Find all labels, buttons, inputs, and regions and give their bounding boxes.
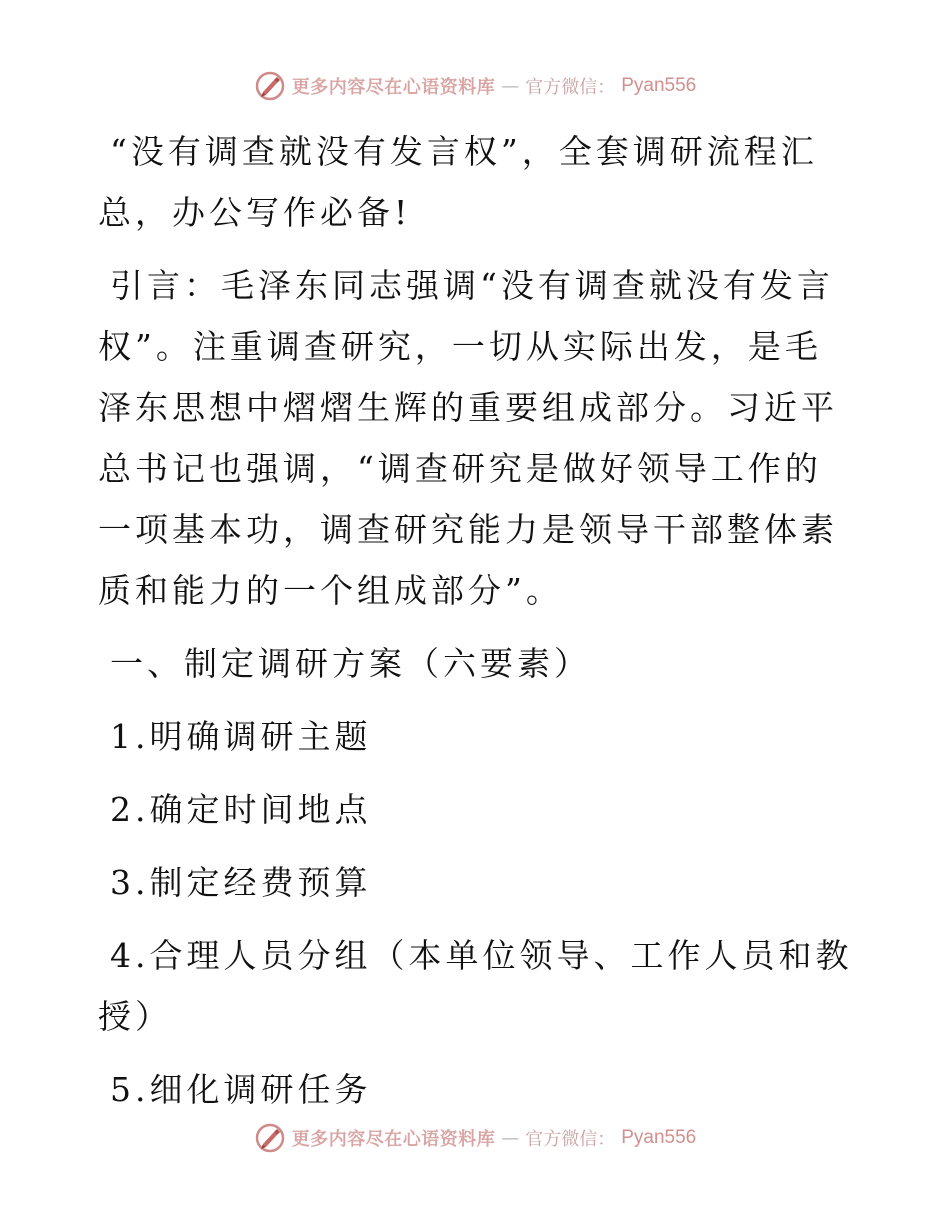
watermark-main-text: 更多内容尽在心语资料库	[291, 77, 496, 98]
list-item-text: 5.细化调研任务	[110, 1070, 372, 1109]
watermark-footer	[0, 1122, 950, 1154]
watermark-header	[0, 70, 950, 102]
list-item	[98, 852, 858, 913]
watermark-separator: —	[501, 1127, 520, 1149]
list-item-text: 1.明确调研主题	[110, 717, 372, 756]
document-body	[98, 121, 858, 1132]
list-item-text: 2.确定时间地点	[110, 790, 372, 829]
intro-paragraph	[98, 255, 858, 621]
list-item-text: 3.制定经费预算	[110, 863, 372, 902]
watermark-wechat-label: 官方微信：	[525, 77, 616, 98]
intro-paragraph-text: 引言：毛泽东同志强调“没有调查就没有发言权”。注重调查研究，一切从实际出发，是毛泽东思想中熠熠生辉的重要组成部分。习近平总书记也强调，“调查研究是做好领导工作的一项基本功，调查研究能力是领导干部整体素质和能力的一个组成部分”。	[98, 266, 838, 610]
list-item	[98, 1059, 858, 1120]
watermark-wechat-id: Pyan556	[621, 75, 697, 96]
watermark-separator: —	[501, 75, 520, 97]
list-item	[98, 706, 858, 767]
list-item	[98, 779, 858, 840]
list-item	[98, 925, 858, 1047]
watermark-wechat-label: 官方微信：	[525, 1129, 616, 1150]
watermark-main-text: 更多内容尽在心语资料库	[291, 1129, 496, 1150]
section-heading	[98, 633, 858, 694]
pen-logo-icon	[254, 1122, 286, 1154]
list-item-text: 4.合理人员分组（本单位领导、工作人员和教授）	[98, 936, 853, 1036]
document-title	[98, 121, 858, 243]
document-title-text: “没有调查就没有发言权”，全套调研流程汇总，办公写作必备!	[98, 132, 818, 232]
pen-logo-icon	[254, 70, 286, 102]
section-heading-text: 一、制定调研方案（六要素）	[110, 644, 591, 683]
watermark-wechat-id: Pyan556	[621, 1127, 697, 1148]
